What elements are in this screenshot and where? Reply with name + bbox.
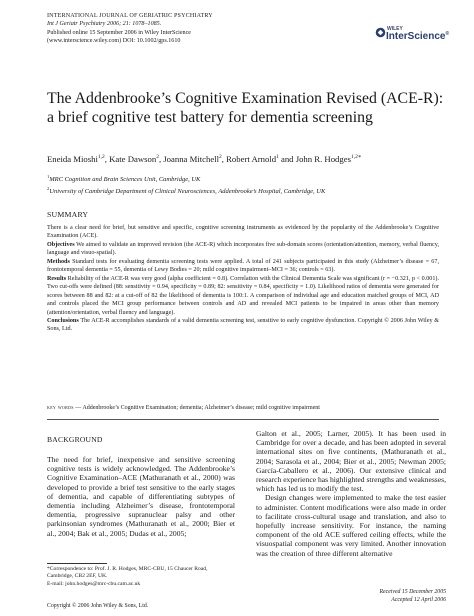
interscience-wordmark: InterScience® [386, 31, 450, 42]
accepted-date: Accepted 12 April 2006 [391, 596, 446, 603]
keywords-text: Addenbrooke’s Cognitive Examination; dementia; Alzheimer’s disease; mild cognitive impairment [82, 405, 320, 411]
abstract-methods: Methods Standard tests for evaluating dementia screening tests were applied. A total of 241 subjects participated in this study (Alzheimer’s disease = 67, frontotemporal dementia = 55, dementia of Lewy Bodies = 20; mild cognitive impairment–MCI = 36; controls = 63). [47, 258, 439, 274]
left-column [47, 429, 235, 538]
abstract-results: Results Reliability of the ACE-R was very good (alpha coefficient = 0.8). Correlation with the Clinical Dementia Scale was significant (r = −0.321, p < 0.001). Two cut-offs were defined (88: sensitivity = 0.94, specificity = 0.89; 82: sensitivity = 0.84, specificity = 1.0). Likelihood ratios of dementia were generated for scores between 88 and 82: at a cut-off of 82 the likelihood of dementia is 100:1. A comparison of individual age and education matched groups of MCI, AD and controls placed the MCI group performance between controls and AD and revealed MCI patients to be impaired in areas other than memory (attention/orientation, verbal fluency and language). [47, 275, 439, 316]
footnote-divider [47, 563, 107, 564]
wiley-wordmark: WILEY [387, 26, 403, 32]
doi-line: (www.interscience.wiley.com) DOI: 10.1002/gps.1610 [47, 38, 181, 45]
background-paragraph-continued: Galton et al., 2005; Larner, 2005). It has been used in Cambridge for over a decade, and has been adopted in several international sites on five continents, (Mathuranath et al., 2004; Sarasola et al., 2004; Bier et al., 2005; Newman 2005; García-Caballero et al., 2006). Our extensive clinical and research experience has highlighted strengths and weaknesses, which has led us to modify the test. [256, 429, 446, 494]
received-dates [256, 589, 446, 604]
citation: Int J Geriatr Psychiatry 2006; 21: 1078–1085. [47, 21, 162, 28]
divider [47, 419, 439, 420]
correspondence-address: *Correspondence to: Prof. J. R. Hodges, MRC-CBU, 15 Chaucer Road, Cambridge, CB2 2EF, UK. [47, 566, 208, 580]
author-name: Joanna Mitchell [163, 153, 220, 164]
abstract-conclusions: Conclusions The ACE-R accomplishes standards of a valid dementia screening test, sensitive to early cognitive dysfunction. Copyright © 2006 John Wiley & Sons, Ltd. [47, 317, 439, 333]
summary-heading: SUMMARY [47, 210, 89, 219]
author-name: John R. Hodges [295, 153, 351, 164]
wiley-logo-icon [375, 27, 386, 38]
wiley-interscience-logo [366, 26, 450, 56]
affiliation-2: $^2$University of Cambridge Department of Clinical Neurosciences, Addenbrooke’s Hospital, Cambridge, UK [47, 185, 326, 195]
design-paragraph: Design changes were implemented to make the test easier to administer. Content modifications were also made in order to facilitate cross-cultural usage and translation, and also to hopefully increase sensitivity. For instance, the naming component of the old ACE suffered ceiling effects, while the visuospatial component was very limited. Another innovation was the creation of three different alternative [256, 493, 446, 558]
author-list: Eneida Mioshi$^{1,2}$, Kate Dawson$^2$, Joanna Mitchell$^2$, Robert Arnold$^1$ and John R. Hodges$^{1,2∗}$ [47, 153, 362, 164]
affiliations [47, 173, 447, 196]
background-paragraph: The need for brief, inexpensive and sensitive screening cognitive tests is widely acknowledged. The Addenbrooke’s Cognitive Examination–ACE (Mathuranath et al., 2000) was developed to provide a brief test sensitive to the early stages of dementia, and capable of differentiating subtypes of dementia including Alzheimer’s disease, frontotemporal dementia, progressive supranuclear palsy and other parkinsonian syndromes (Mathuranath et al., 2000; Bier et al., 2004; Bak et al., 2005; Dudas et al., 2005; [47, 455, 235, 538]
background-heading: BACKGROUND [47, 435, 103, 444]
affiliation-1: $^1$MRC Cognition and Brain Sciences Unit, Cambridge, UK [47, 174, 201, 184]
author-name: Eneida Mioshi [47, 153, 98, 164]
author-name: Robert Arnold [226, 153, 277, 164]
author-name: Kate Dawson [109, 153, 157, 164]
abstract-intro: There is a clear need for brief, but sensitive and specific, cognitive screening instruments as evidenced by the popularity of the Addenbrooke’s Cognitive Examination (ACE). [47, 225, 439, 240]
publication-note: Published online 15 September 2006 in Wiley InterScience [47, 29, 192, 36]
article-title: The Addenbrooke’s Cognitive Examination Revised (ACE-R): a brief cognitive test battery for dementia screening [47, 90, 444, 126]
abstract [47, 224, 439, 334]
correspondence-email: E-mail: john.hodges@mrc-cbu.cam.ac.uk [47, 580, 141, 587]
journal-name: INTERNATIONAL JOURNAL OF GERIATRIC PSYCHIATRY [47, 13, 213, 19]
copyright-notice: Copyright © 2006 John Wiley & Sons, Ltd. [47, 603, 149, 609]
abstract-objectives: Objectives We aimed to validate an improved revision (the ACE-R) which incorporates five sub-domain scores (orientation/attention, memory, verbal fluency, language and visuo-spatial). [47, 241, 439, 257]
keywords-label: key words [47, 405, 74, 411]
received-date: Received 15 December 2005 [379, 589, 446, 595]
right-column [256, 429, 446, 558]
journal-header [47, 12, 347, 46]
correspondence-footnote [47, 566, 235, 588]
keywords: key words — Addenbrooke’s Cognitive Examination; dementia; Alzheimer’s disease; mild cognitive impairment [47, 405, 320, 411]
